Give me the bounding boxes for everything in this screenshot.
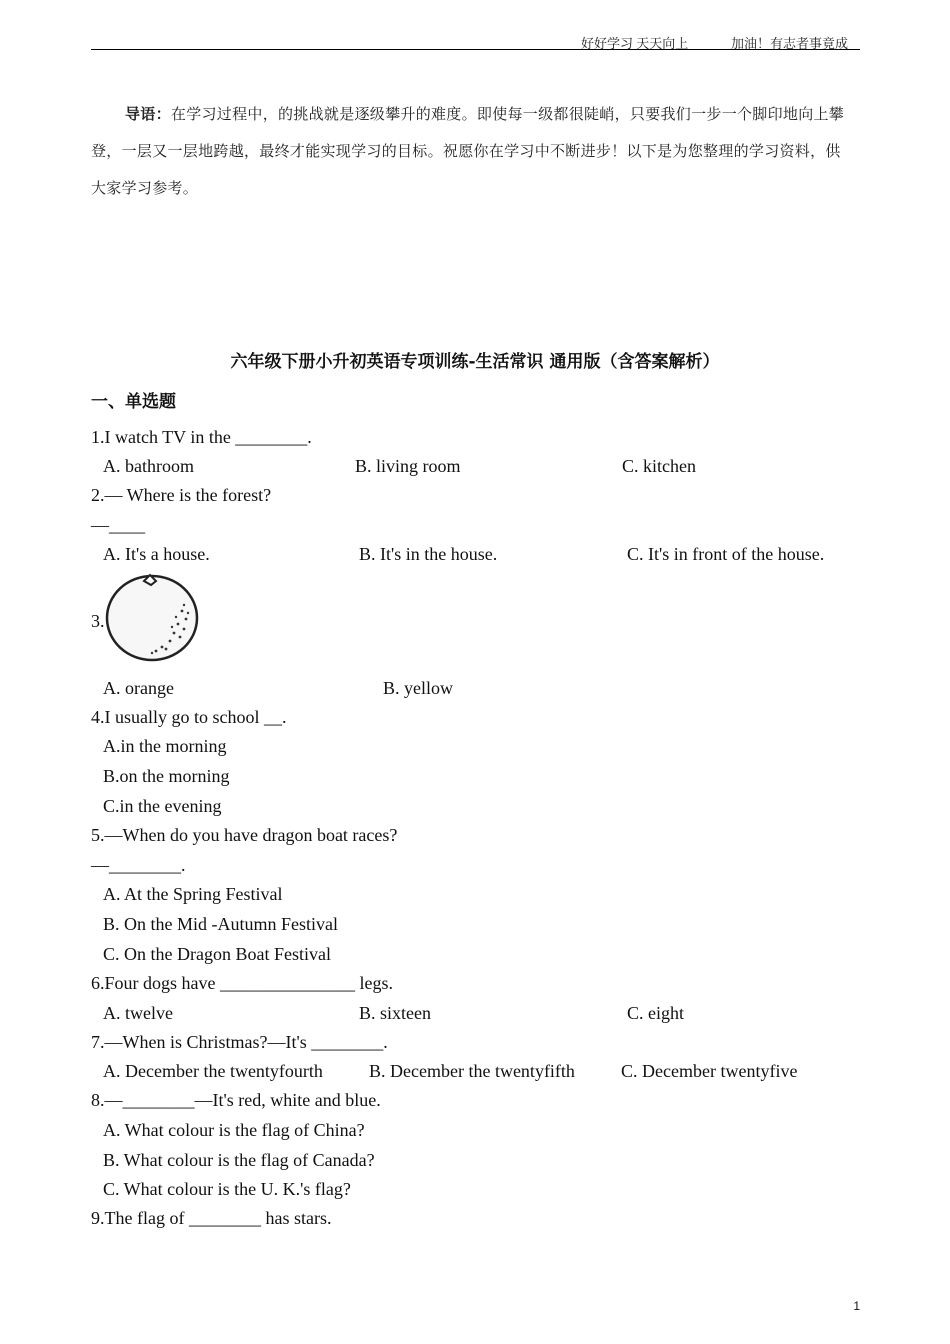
q7-option-b: B. December the twentyfifth (369, 1061, 575, 1081)
q6-option-b: B. sixteen (359, 1003, 431, 1023)
question-5: 5.—When do you have dragon boat races? (91, 825, 398, 845)
q4-option-a: A.in the morning (103, 736, 227, 756)
q1-option-b: B. living room (355, 456, 461, 476)
question-6: 6.Four dogs have _______________ legs. (91, 973, 393, 993)
question-7: 7.—When is Christmas?—It's ________. (91, 1032, 388, 1052)
q5-option-c: C. On the Dragon Boat Festival (103, 944, 331, 964)
q3-option-a: A. orange (103, 678, 174, 698)
q3-option-b: B. yellow (383, 678, 453, 698)
q8-option-b: B. What colour is the flag of Canada? (103, 1150, 375, 1170)
section-heading: 一、单选题 (91, 392, 176, 412)
header-right-motto: 加油！有志者事竟成 (731, 36, 849, 51)
question-2-answer-line: —____ (91, 515, 145, 535)
q6-option-a: A. twelve (103, 1003, 173, 1023)
question-3: 3. (91, 611, 105, 631)
header-left-motto: 好好学习 天天向上 (581, 36, 689, 51)
q1-option-c: C. kitchen (622, 456, 696, 476)
intro-text: 在学习过程中，的挑战就是逐级攀升的难度。即使每一级都很陡峭，只要我们一步一个脚印地向上攀登，一层又一层地跨越，最终才能实现学习的目标。祝愿你在学习中不断进步！以下是为您整理的学习资料，供大家学习参考。 (91, 105, 845, 197)
question-9: 9.The flag of ________ has stars. (91, 1208, 332, 1228)
intro-label: 导语： (125, 105, 171, 123)
q4-option-c: C.in the evening (103, 796, 222, 816)
q4-option-b: B.on the morning (103, 766, 230, 786)
question-5-answer-line: —________. (91, 855, 186, 875)
page-number: 1 (853, 1299, 860, 1313)
header-divider (91, 49, 860, 50)
question-1: 1.I watch TV in the ________. (91, 427, 312, 447)
q8-option-a: A. What colour is the flag of China? (103, 1120, 365, 1140)
question-8: 8.—________—It's red, white and blue. (91, 1090, 381, 1110)
q6-option-c: C. eight (627, 1003, 684, 1023)
orange-icon (104, 569, 200, 663)
q5-option-b: B. On the Mid -Autumn Festival (103, 914, 338, 934)
q2-option-a: A. It's a house. (103, 544, 210, 564)
question-2: 2.— Where is the forest? (91, 485, 272, 505)
intro-paragraph (91, 96, 853, 207)
q7-option-c: C. December twentyfive (621, 1061, 798, 1081)
q2-option-c: C. It's in front of the house. (627, 544, 825, 564)
q7-option-a: A. December the twentyfourth (103, 1061, 323, 1081)
q8-option-c: C. What colour is the U. K.'s flag? (103, 1179, 351, 1199)
question-4: 4.I usually go to school __. (91, 707, 287, 727)
q5-option-a: A. At the Spring Festival (103, 884, 283, 904)
q1-option-a: A. bathroom (103, 456, 194, 476)
q2-option-b: B. It's in the house. (359, 544, 498, 564)
page-title: 六年级下册小升初英语专项训练-生活常识 通用版（含答案解析） (230, 352, 720, 372)
